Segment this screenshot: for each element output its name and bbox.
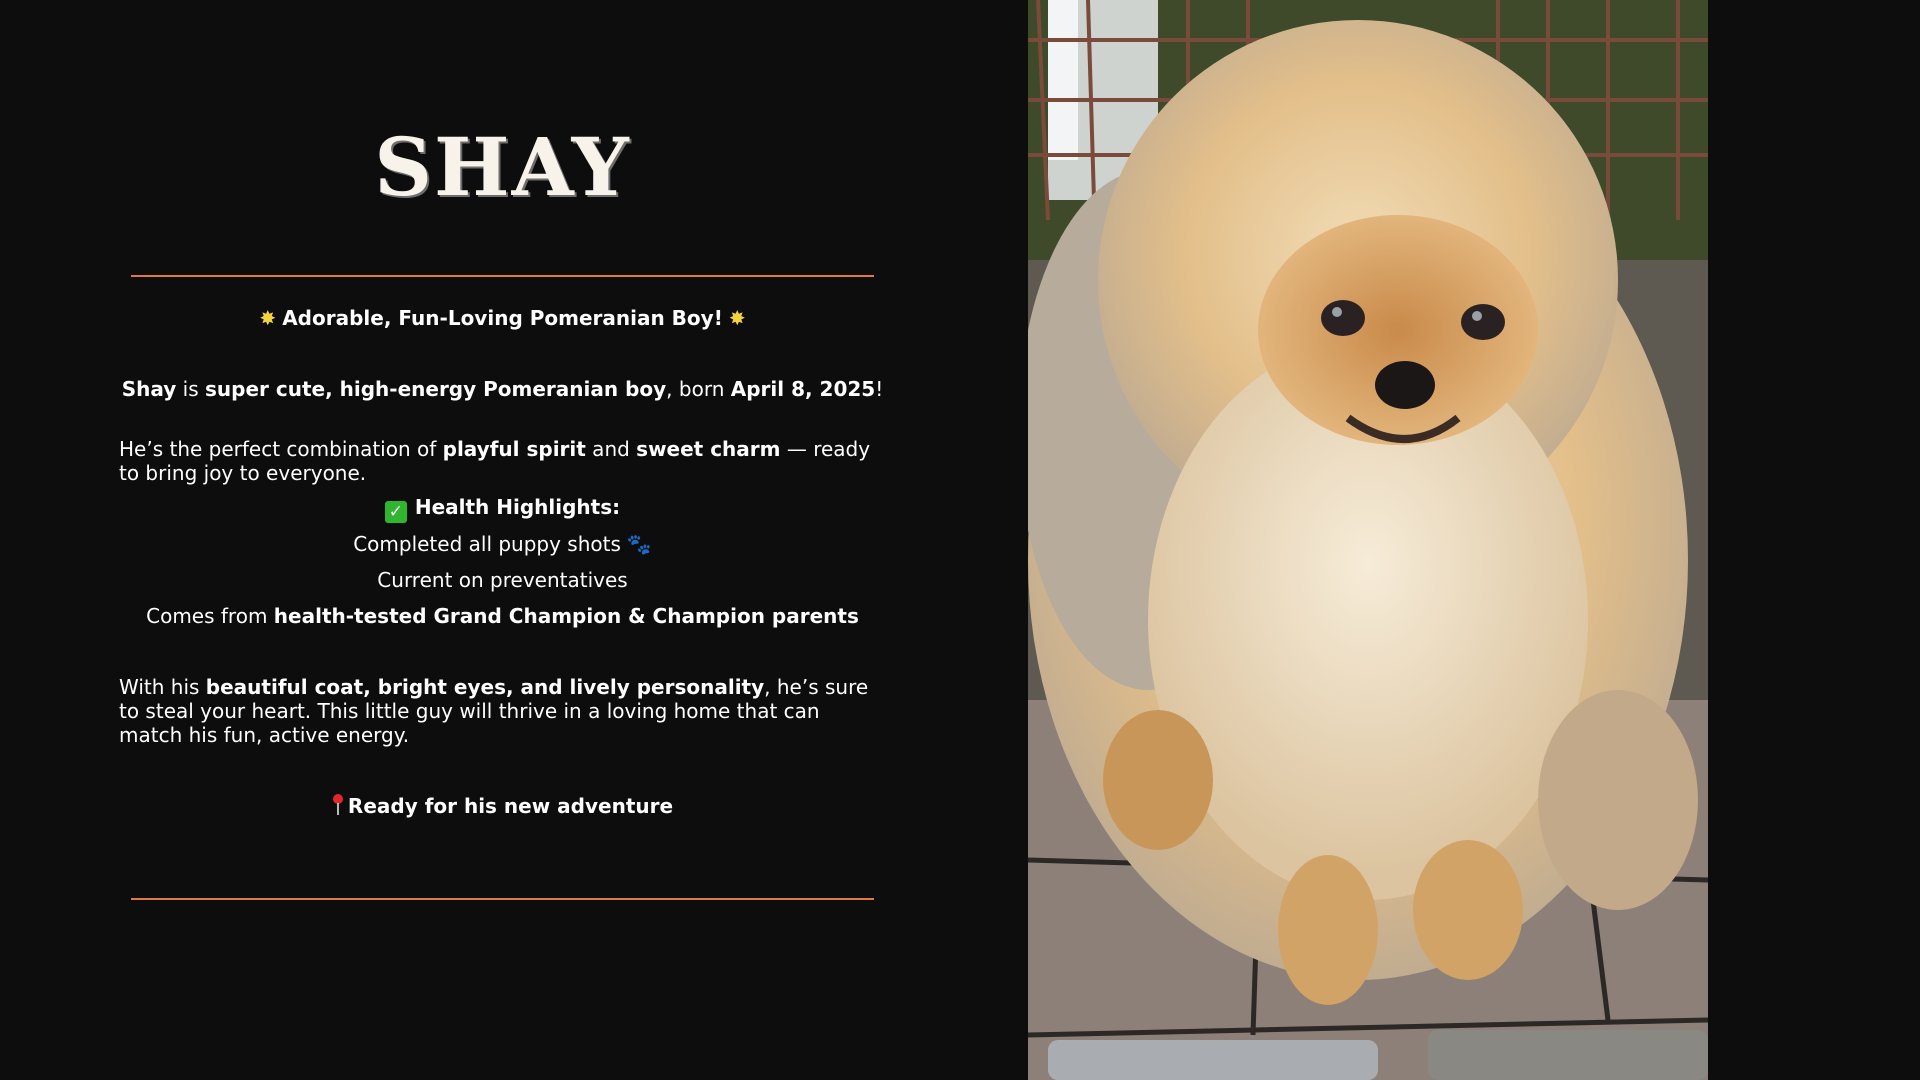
nose: [1375, 361, 1435, 409]
paragraph-text: With his: [119, 675, 206, 699]
intro-description: super cute, high-energy Pomeranian boy: [205, 377, 667, 401]
bottom-divider: [131, 898, 874, 900]
paragraph-text: and: [585, 437, 637, 461]
intro-text: is: [176, 377, 205, 401]
health-heading: [0, 495, 1005, 523]
intro-text: !: [875, 377, 884, 401]
paw-prints-icon: 🐾: [626, 532, 652, 556]
headline-text: Adorable, Fun-Loving Pomeranian Boy!: [282, 306, 723, 330]
health-item-parents: [0, 604, 1005, 628]
pomeranian-puppy-photo: [1028, 0, 1708, 1080]
paragraph-bold: sweet charm: [636, 437, 781, 461]
paragraph-bold: beautiful coat, bright eyes, and lively personality: [205, 675, 765, 699]
pin-icon: [332, 794, 344, 816]
call-to-action: [0, 794, 1005, 818]
health-item-shots: [0, 532, 1005, 556]
paragraph-bold: playful spirit: [442, 437, 586, 461]
sparkle-star-icon: ✸: [728, 306, 746, 330]
birth-date: April 8, 2025: [730, 377, 876, 401]
health-item-text: Comes from: [146, 604, 274, 628]
intro-line: [0, 377, 1005, 401]
combination-paragraph: [119, 437, 889, 485]
health-item-preventatives: [0, 568, 1005, 592]
puppy-name: Shay: [121, 377, 177, 401]
sparkle-star-icon: ✸: [259, 306, 277, 330]
right-eye: [1461, 304, 1505, 340]
puppy-illustration: [1028, 0, 1708, 1080]
health-item-text: Completed all puppy shots: [353, 532, 621, 556]
health-item-bold: health-tested Grand Champion & Champion parents: [273, 604, 859, 628]
closing-paragraph: [119, 675, 889, 747]
intro-text: , born: [666, 377, 731, 401]
paragraph-text: He’s the perfect combination of: [119, 437, 443, 461]
top-divider: [131, 275, 874, 277]
health-item-text: Current on preventatives: [377, 568, 628, 592]
headline: [0, 306, 1005, 330]
health-heading-text: Health Highlights:: [414, 495, 621, 519]
paragraph-text: , he’s sure to steal your heart. This little guy will thrive in a loving home that can match his fun, active energy.: [119, 675, 869, 747]
paragraph-text: — ready to bring joy to everyone.: [119, 437, 871, 485]
check-mark-icon: ✓: [385, 501, 407, 523]
page-title: SHAY: [374, 120, 631, 214]
left-eye: [1321, 300, 1365, 336]
call-to-action-text: Ready for his new adventure: [347, 794, 674, 818]
